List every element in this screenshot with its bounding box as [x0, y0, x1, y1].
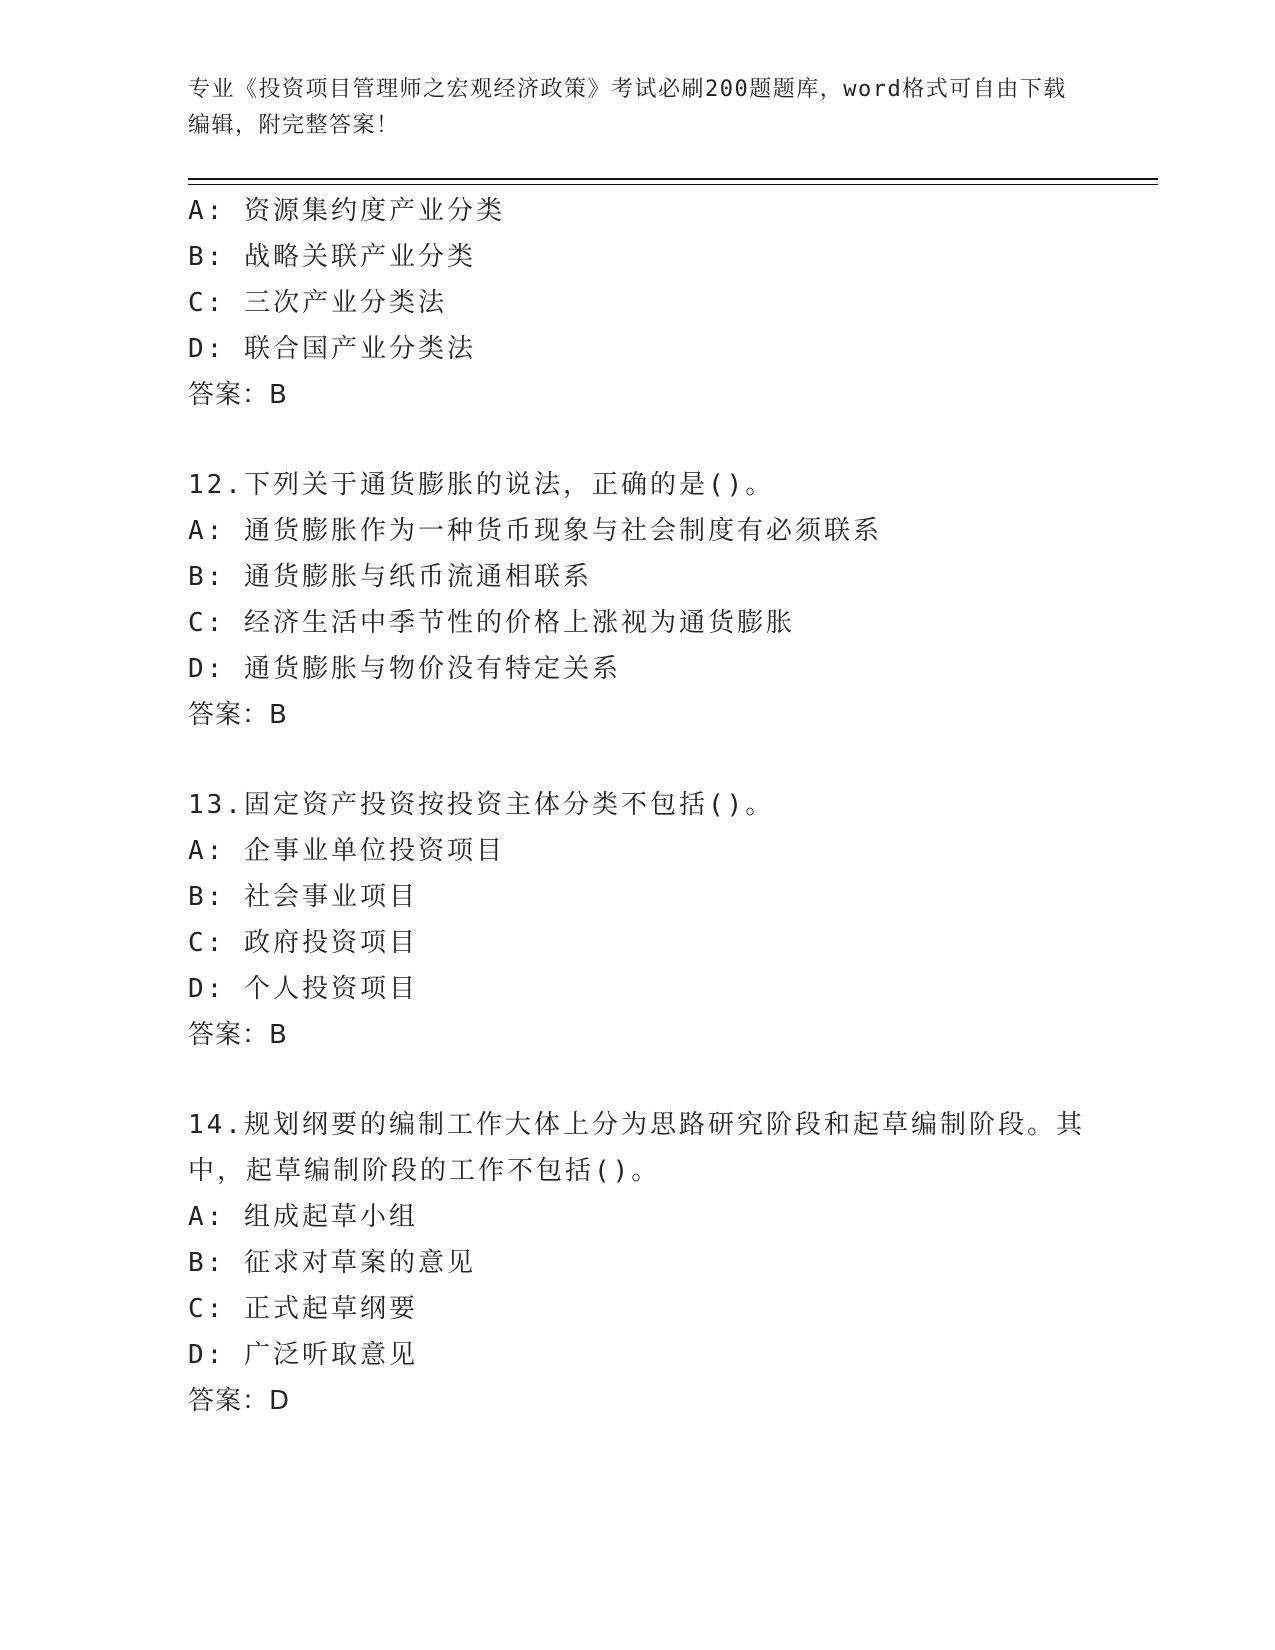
option-b: B: 战略关联产业分类: [188, 242, 476, 272]
option-b: B: 社会事业项目: [188, 882, 418, 912]
option-d: D: 联合国产业分类法: [188, 334, 476, 364]
option-d: D: 广泛听取意见: [188, 1340, 418, 1370]
option-d: D: 通货膨胀与物价没有特定关系: [188, 654, 621, 684]
answer-line: 答案：D: [188, 1386, 291, 1416]
question-block-13: [188, 782, 1088, 1058]
option-c: C: 政府投资项目: [188, 928, 418, 958]
spacer: [188, 418, 1088, 462]
option-c: C: 正式起草纲要: [188, 1294, 418, 1324]
question-stem: 13.固定资产投资按投资主体分类不包括()。: [188, 790, 775, 820]
option-a: A: 通货膨胀作为一种货币现象与社会制度有必须联系: [188, 516, 882, 546]
option-c: C: 三次产业分类法: [188, 288, 447, 318]
spacer: [188, 1058, 1088, 1102]
question-block-12: [188, 462, 1088, 738]
option-a: A: 资源集约度产业分类: [188, 196, 505, 226]
option-a: A: 组成起草小组: [188, 1202, 418, 1232]
option-d: D: 个人投资项目: [188, 974, 418, 1004]
question-stem: 14.规划纲要的编制工作大体上分为思路研究阶段和起草编制阶段。其中，起草编制阶段的工作不包括()。: [188, 1110, 1085, 1186]
spacer: [188, 738, 1088, 782]
question-block-14: [188, 1102, 1088, 1424]
document-header: 专业《投资项目管理师之宏观经济政策》考试必刷200题题库，word格式可自由下载编辑，附完整答案！: [188, 77, 1067, 138]
option-a: A: 企事业单位投资项目: [188, 836, 505, 866]
answer-line: 答案：B: [188, 700, 288, 730]
header-divider-thin: [188, 184, 1158, 185]
header-divider-thick: [188, 178, 1158, 180]
option-b: B: 通货膨胀与纸币流通相联系: [188, 562, 592, 592]
prev-question-block: [188, 188, 1088, 418]
option-c: C: 经济生活中季节性的价格上涨视为通货膨胀: [188, 608, 795, 638]
question-stem: 12.下列关于通货膨胀的说法，正确的是()。: [188, 470, 775, 500]
option-b: B: 征求对草案的意见: [188, 1248, 476, 1278]
answer-line: 答案：B: [188, 1020, 288, 1050]
answer-line: 答案：B: [188, 380, 288, 410]
question-content: [188, 188, 1088, 1424]
